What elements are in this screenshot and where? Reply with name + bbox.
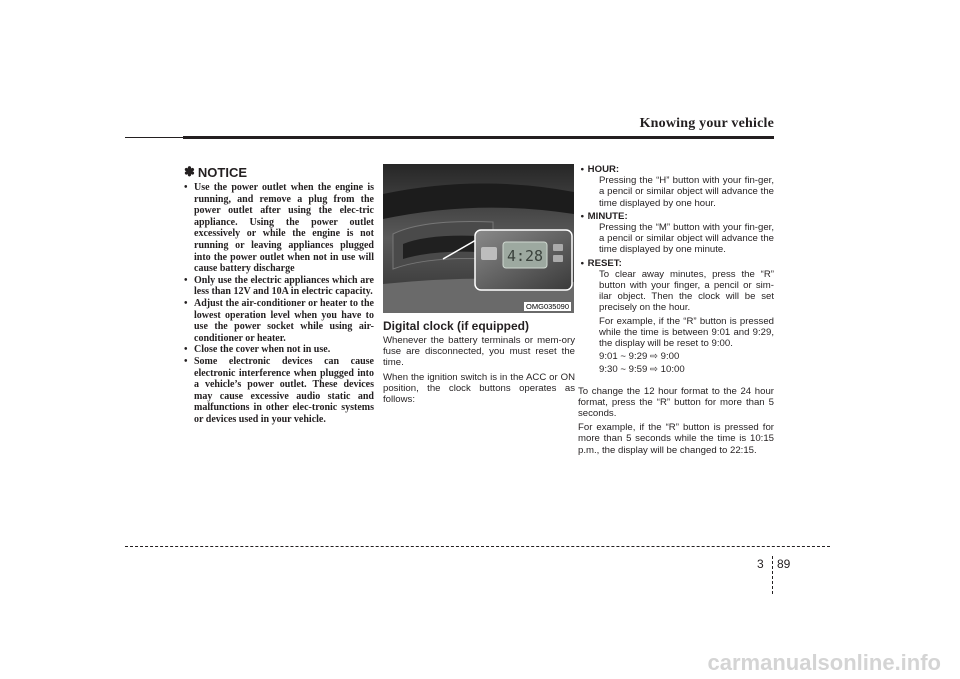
clock-paragraph-1: Whenever the battery terminals or mem-ory fuse are disconnected, you must reset the time. (383, 335, 575, 369)
reset-example-1: 9:01 ~ 9:29 ⇨ 9:00 (599, 351, 680, 363)
page-number: 89 (777, 557, 791, 571)
format-paragraph-2: For example, if the “R” button is pressed for more than 5 seconds while the time is 10:15 p.m., the display will be changed to 22:15. (578, 422, 774, 456)
clock-display-text: 4:28 (506, 247, 544, 265)
reset-text-2: For example, if the “R” button is pressed while the time is between 9:01 and 9:29, the display will be reset to 9:00. (599, 315, 774, 350)
watermark: carmanualsonline.info (707, 650, 941, 675)
hour-text: Pressing the “H” button with your fin-ger, a pencil or similar object will advance the time displayed by one hour. (599, 175, 774, 209)
photo-caption: OMG035090 (526, 302, 569, 311)
notice-column (184, 164, 374, 425)
list-item: • Adjust the air-conditioner or heater to the lowest operation level when you have to use the power socket while using air-conditioner or heater. (184, 297, 374, 344)
notice-title: NOTICE (197, 164, 248, 180)
footer-rule (125, 546, 830, 547)
reset-entry: • RESET: To clear away minutes, press the “R” button with your finger, a pencil or sim-ilar object. Then the clock will be set precisely on the hour. For example, if the “R” button is pressed while the time is between 9:01 and 9:29, the display will be reset to 9:00. 9:01 ~ 9:29 ⇨ 9:00 9:30 ~ 9:59 ⇨ 10:00 (578, 257, 774, 376)
section-title: Digital clock (if equipped) (383, 319, 530, 333)
reset-example-2: 9:30 ~ 9:59 ⇨ 10:00 (599, 364, 685, 376)
notice-star-icon: ✽ (184, 164, 195, 179)
clock-photo (383, 164, 574, 313)
minute-entry: • MINUTE: Pressing the “M” button with your fin-ger, a pencil or similar object will advance the time displayed by one minute. (578, 210, 774, 256)
hour-label: HOUR: (587, 164, 620, 175)
minute-text: Pressing the “M” button with your fin-ger, a pencil or similar object will advance the time displayed by one minute. (599, 222, 774, 256)
dashboard-illustration (383, 164, 574, 313)
format-paragraph-1: To change the 12 hour format to the 24 hour format, press the “R” button for more than 5 seconds. (578, 385, 774, 420)
header-rule-thin (125, 137, 183, 138)
buttons-column (578, 164, 774, 459)
clock-paragraph-2: When the ignition switch is in the ACC or ON position, the clock buttons operates as follows: (383, 371, 575, 406)
list-item: • Use the power outlet when the engine is running, and remove a plug from the power outlet after using the elec-tric appliance. Using the power outlet excessively or while the engine is not running or leaving appliances plugged into the power outlet when not in use will cause battery discharge (184, 182, 374, 275)
minute-label: MINUTE: (587, 210, 628, 222)
reset-label: RESET: (587, 257, 622, 269)
notice-list (184, 182, 374, 425)
hour-entry: • HOUR: Pressing the “H” button with your fin-ger, a pencil or similar object will advance the time displayed by one hour. (578, 164, 774, 209)
list-item: • Close the cover when not in use. (184, 344, 331, 356)
chapter-number: 3 (757, 557, 764, 571)
footer-divider (772, 556, 773, 594)
header-rule (183, 136, 774, 139)
notice-heading (184, 164, 374, 180)
list-item: • Some electronic devices can cause electronic interference when plugged into a vehicle’s power outlet. These devices may cause excessive audio static and malfunctions in other elec-tronic systems or devices used in your vehicle. (184, 355, 374, 425)
page-section-title: Knowing your vehicle (639, 116, 774, 131)
reset-text-1: To clear away minutes, press the “R” button with your finger, a pencil or sim-ilar object. Then the clock will be set precisely on the hour. (599, 268, 774, 314)
clock-column (383, 164, 575, 408)
list-item: • Only use the electric appliances which are less than 12V and 10A in electric capacity. (184, 274, 374, 298)
